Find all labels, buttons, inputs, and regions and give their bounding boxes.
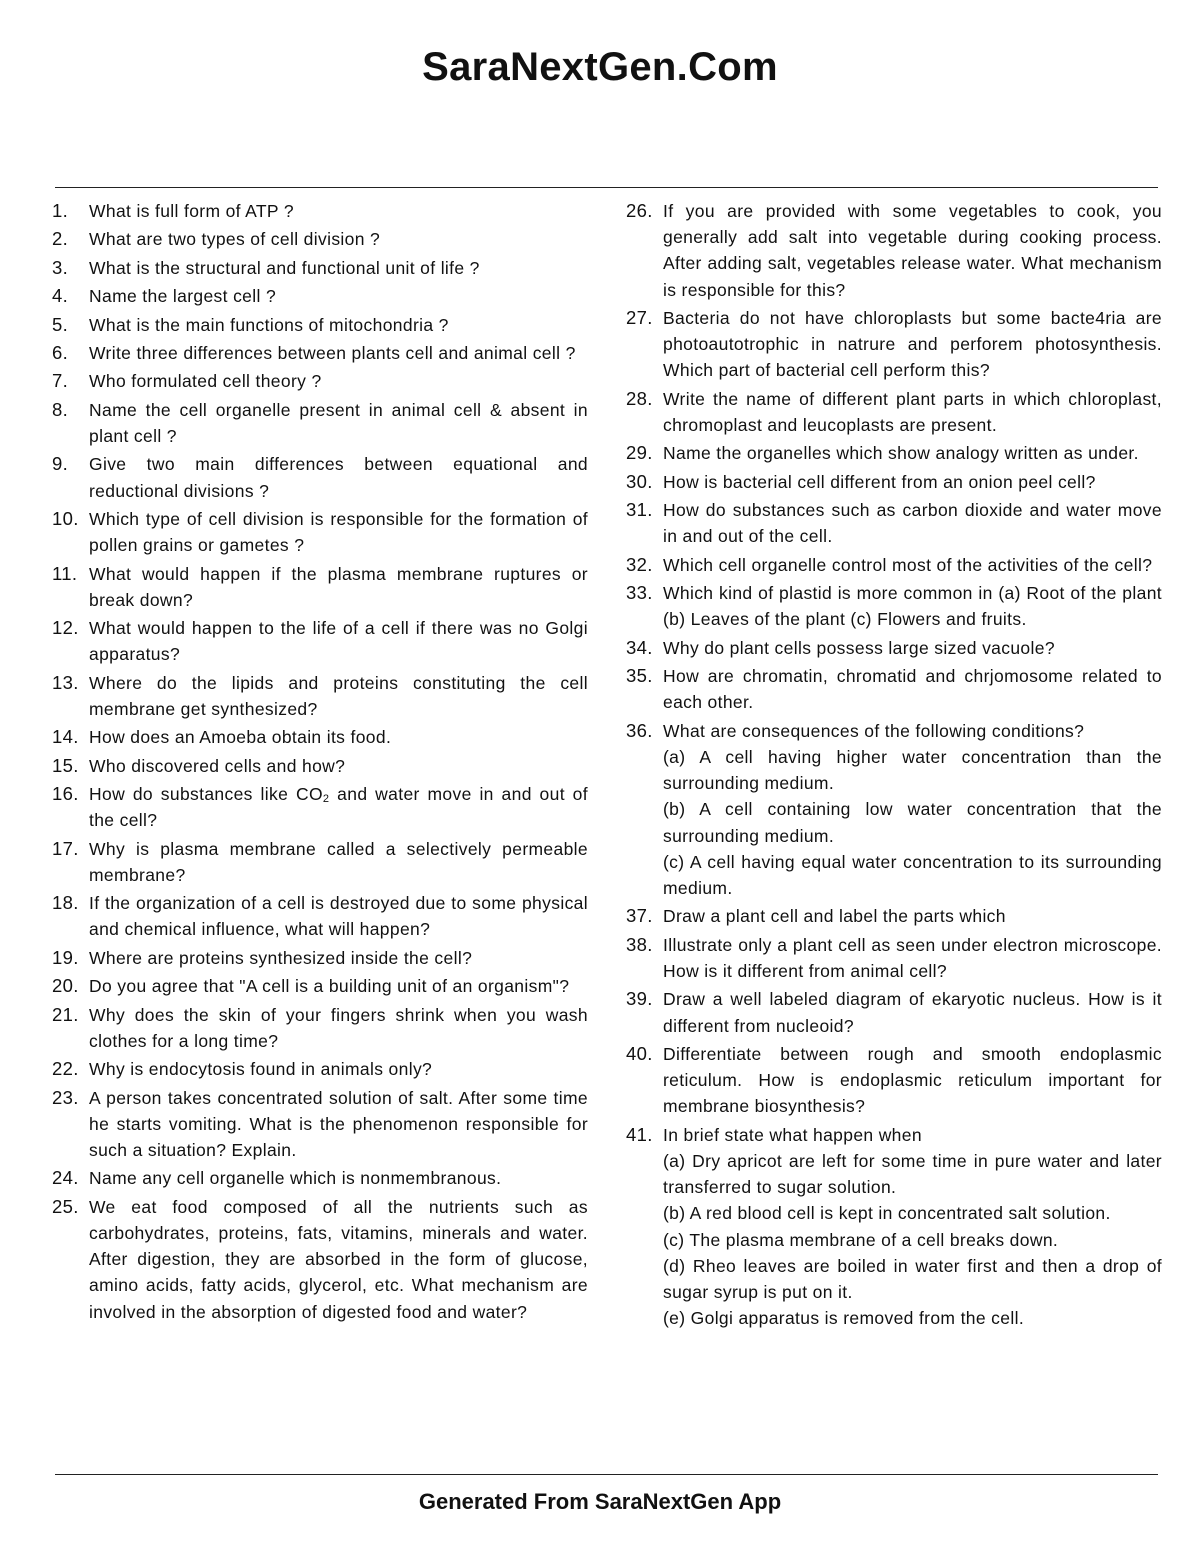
question-item (52, 340, 588, 366)
question-main-text: Where are proteins synthesized inside the cell? (89, 947, 473, 968)
question-item (52, 1165, 588, 1191)
question-main-text: Name the largest cell ? (89, 286, 277, 307)
question-text (89, 781, 588, 833)
question-number: 27. (626, 307, 653, 328)
question-item (626, 305, 1162, 384)
question-main-text: What is the main functions of mitochondria ? (89, 314, 449, 335)
question-main-text: Why do plant cells possess large sized vacuole? (663, 637, 1055, 658)
question-item (52, 724, 588, 750)
question-text (89, 753, 588, 779)
question-main-text: Name any cell organelle which is nonmembranous. (89, 1168, 502, 1189)
question-main-text: Which cell organelle control most of the activities of the cell? (663, 554, 1153, 575)
question-text (663, 305, 1162, 384)
question-main-text: Who formulated cell theory ? (89, 371, 322, 392)
question-text (89, 1002, 588, 1054)
question-number: 36. (626, 719, 653, 741)
footer-text: Generated From SaraNextGen App (418, 1489, 782, 1514)
question-main-text: Give two main differences between equational and reductional divisions ? (89, 454, 588, 501)
question-number: 4. (52, 285, 69, 307)
question-text (663, 469, 1162, 495)
question-main-text: Why is plasma membrane called a selectively permeable membrane? (89, 838, 588, 885)
question-number: 22. (52, 1058, 79, 1080)
question-number: 28. (626, 387, 653, 409)
question-text (89, 340, 588, 366)
question-text (89, 615, 588, 667)
question-number: 41. (626, 1123, 653, 1145)
question-number: 2. (52, 228, 69, 250)
question-text (89, 945, 588, 971)
question-item (626, 635, 1162, 661)
question-main-text: Draw a well labeled diagram of ekaryotic nucleus. How is it different from nucleoid? (663, 989, 1162, 1036)
question-number: 39. (626, 988, 653, 1010)
question-item (52, 615, 588, 667)
site-title: SaraNextGen.Com (422, 45, 778, 89)
question-text (663, 552, 1162, 578)
question-item (626, 663, 1162, 715)
question-item (52, 973, 588, 999)
question-text (89, 1056, 588, 1082)
question-text (89, 890, 588, 942)
question-number: 8. (52, 398, 69, 420)
question-text (89, 312, 588, 338)
question-text (89, 836, 588, 888)
question-text (663, 386, 1162, 438)
question-item (626, 386, 1162, 438)
question-main-text: Bacteria do not have chloroplasts but some bacte4ria are photoautotrophic in natrure and perforem photosynthesis. Which part of bacterial cell perform this? (663, 308, 1162, 381)
sub-question: (a) Dry apricot are left for some time in pure water and later transferred to sugar solution. (663, 1150, 1162, 1198)
question-main-text: What is the structural and functional unit of life ? (89, 257, 480, 278)
question-item (52, 1194, 588, 1325)
question-item (52, 1056, 588, 1082)
question-number: 37. (626, 905, 653, 927)
question-text (89, 670, 588, 722)
sub-question: (b) A red blood cell is kept in concentrated salt solution. (663, 1203, 1111, 1224)
question-text (663, 635, 1162, 661)
question-number: 5. (52, 313, 69, 335)
question-number: 11. (52, 562, 78, 584)
question-number: 20. (52, 975, 79, 997)
question-main-text: Who discovered cells and how? (89, 755, 346, 776)
question-item (52, 198, 588, 224)
question-number: 6. (52, 341, 69, 363)
question-main-text: If you are provided with some vegetables to cook, you generally add salt into vegetable during cooking process. After adding salt, vegetables release water. What mechanism is responsible for this? (663, 201, 1162, 300)
question-number: 35. (626, 665, 653, 687)
question-text (663, 718, 1162, 901)
question-item (52, 451, 588, 503)
question-main-text: How do substances such as carbon dioxide and water move in and out of the cell. (663, 500, 1162, 547)
question-main-text: If the organization of a cell is destroyed due to some physical and chemical influence, what will happen? (89, 893, 588, 940)
question-text (89, 1194, 588, 1325)
question-number: 26. (626, 200, 653, 221)
question-item (52, 945, 588, 971)
question-number: 29. (626, 442, 653, 464)
question-text (663, 903, 1162, 929)
question-item (52, 836, 588, 888)
question-main-text: Draw a plant cell and label the parts which (663, 906, 1006, 927)
question-number: 1. (52, 200, 69, 221)
question-main-text: Write the name of different plant parts in which chloroplast, chromoplast and leucoplasts are present. (663, 388, 1162, 435)
question-number: 25. (52, 1195, 79, 1217)
question-item (626, 932, 1162, 984)
question-text (663, 580, 1162, 632)
sub-question: (c) A cell having equal water concentration to its surrounding medium. (663, 851, 1162, 898)
question-main-text: Illustrate only a plant cell as seen under electron microscope. How is it different from animal cell? (663, 934, 1162, 981)
question-main-text: Why is endocytosis found in animals only? (89, 1059, 433, 1080)
question-text (89, 368, 588, 394)
question-item (52, 397, 588, 449)
question-column-left (52, 198, 588, 1327)
question-text (89, 506, 588, 558)
question-number: 3. (52, 256, 69, 278)
question-text (89, 973, 588, 999)
sub-question: (c) The plasma membrane of a cell breaks down. (663, 1229, 1059, 1250)
question-item (52, 753, 588, 779)
question-main-text: Do you agree that "A cell is a building unit of an organism"? (89, 976, 570, 997)
question-text (663, 198, 1162, 303)
question-number: 24. (52, 1167, 79, 1189)
question-number: 7. (52, 370, 69, 392)
question-text (89, 561, 588, 613)
question-text (89, 1165, 588, 1191)
question-text (663, 497, 1162, 549)
question-item (52, 1002, 588, 1054)
question-text (663, 1122, 1162, 1332)
question-number: 10. (52, 507, 79, 529)
question-number: 13. (52, 671, 79, 693)
question-item (52, 312, 588, 338)
sub-question: (d) Rheo leaves are boiled in water first and then a drop of sugar syrup is put on it. (663, 1255, 1162, 1302)
question-item (626, 1041, 1162, 1120)
question-item (52, 670, 588, 722)
question-main-text: What would happen to the life of a cell if there was no Golgi apparatus? (89, 618, 588, 665)
question-main-text: How does an Amoeba obtain its food. (89, 727, 392, 748)
question-text (89, 451, 588, 503)
question-number: 21. (52, 1003, 79, 1025)
question-item (626, 718, 1162, 901)
question-item (52, 506, 588, 558)
question-number: 34. (626, 636, 653, 658)
question-text (663, 1041, 1162, 1120)
question-item (52, 255, 588, 281)
question-text (89, 397, 588, 449)
question-number: 12. (52, 617, 79, 639)
question-text (89, 198, 588, 224)
question-item (52, 890, 588, 942)
question-column-right (626, 198, 1162, 1334)
question-number: 32. (626, 553, 653, 575)
question-number: 18. (52, 892, 79, 914)
question-main-text: How are chromatin, chromatid and chrjomosome related to each other. (663, 666, 1162, 713)
question-main-text: Where do the lipids and proteins constituting the cell membrane get synthesized? (89, 672, 588, 719)
question-text (89, 226, 588, 252)
question-main-text: Write three differences between plants cell and animal cell ? (89, 342, 576, 363)
question-item (52, 781, 588, 833)
question-main-text: What are two types of cell division ? (89, 229, 381, 250)
question-main-text: We eat food composed of all the nutrients such as carbohydrates, proteins, fats, vitamins, minerals and water. After digestion, they are absorbed in the form of glucose, amino acids, fatty acids, glycerol, etc. What mechanism are involved in the absorption of digested food and water? (89, 1196, 588, 1322)
question-main-text: In brief state what happen when (663, 1124, 922, 1145)
footer-divider (55, 1474, 1158, 1475)
question-item (52, 283, 588, 309)
question-text (663, 932, 1162, 984)
question-main-text: Differentiate between rough and smooth endoplasmic reticulum. How is endoplasmic reticulum important for membrane biosynthesis? (663, 1043, 1162, 1117)
question-main-text: What would happen if the plasma membrane ruptures or break down? (89, 563, 588, 610)
question-number: 23. (52, 1086, 79, 1108)
question-main-text: Why does the skin of your fingers shrink when you wash clothes for a long time? (89, 1004, 588, 1051)
sub-question: (a) A cell having higher water concentration than the surrounding medium. (663, 746, 1162, 794)
question-main-text: How is bacterial cell different from an onion peel cell? (663, 471, 1096, 492)
question-item (52, 561, 588, 613)
question-item (626, 497, 1162, 549)
question-text (663, 663, 1162, 715)
question-item (626, 986, 1162, 1038)
question-number: 14. (52, 726, 79, 748)
question-number: 33. (626, 582, 653, 604)
question-item (626, 198, 1162, 303)
question-item (52, 1085, 588, 1164)
question-item (626, 580, 1162, 632)
question-text (89, 283, 588, 309)
question-number: 9. (52, 453, 69, 475)
question-item (626, 1122, 1162, 1332)
question-text-part: and water move in and out of the cell? (89, 784, 588, 831)
question-main-text: Name the cell organelle present in animal cell & absent in plant cell ? (89, 399, 588, 446)
question-item (52, 368, 588, 394)
question-main-text: Which type of cell division is responsible for the formation of pollen grains or gametes ? (89, 508, 588, 556)
header-divider (55, 187, 1158, 188)
question-item (626, 469, 1162, 495)
subscript: 2 (322, 793, 330, 806)
question-number: 38. (626, 933, 653, 955)
question-text (89, 724, 588, 750)
question-item (626, 552, 1162, 578)
question-number: 15. (52, 754, 79, 776)
question-text (663, 986, 1162, 1038)
question-item (626, 440, 1162, 466)
question-main-text: A person takes concentrated solution of salt. After some time he starts vomiting. What is the phenomenon responsible for such a situation? Explain. (89, 1087, 588, 1161)
question-main-text: Which kind of plastid is more common in (a) Root of the plant (b) Leaves of the plant (c) Flowers and fruits. (663, 583, 1162, 630)
question-item (626, 903, 1162, 929)
question-text (89, 255, 588, 281)
question-number: 40. (626, 1042, 653, 1064)
question-text-part: How do substances like CO (89, 784, 323, 805)
question-item (52, 226, 588, 252)
question-number: 17. (52, 837, 79, 859)
sub-question: (b) A cell containing low water concentration that the surrounding medium. (663, 799, 1162, 846)
question-main-text: Name the organelles which show analogy written as under. (663, 443, 1139, 464)
question-number: 31. (626, 499, 653, 521)
question-number: 30. (626, 470, 653, 492)
question-text (89, 1085, 588, 1164)
question-number: 16. (52, 783, 79, 805)
question-main-text: What is full form of ATP ? (89, 201, 294, 221)
question-number: 19. (52, 946, 79, 968)
question-text (663, 440, 1162, 466)
sub-question: (e) Golgi apparatus is removed from the cell. (663, 1308, 1025, 1329)
question-main-text: What are consequences of the following conditions? (663, 720, 1085, 741)
